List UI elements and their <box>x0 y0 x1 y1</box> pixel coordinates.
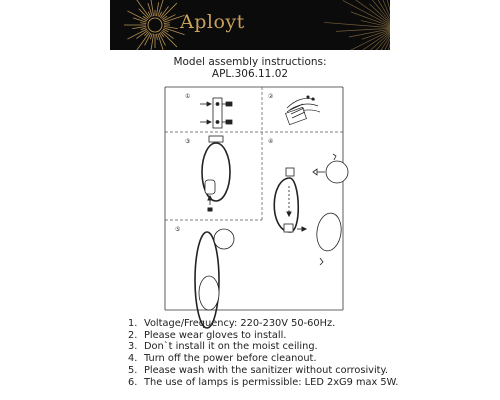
list-item: 4. Turn off the power before cleanout. <box>128 353 317 365</box>
list-item: 1. Voltage/Frequency: 220-230V 50-60Hz. <box>128 318 336 329</box>
list-item: 6. The use of lamps is permissible: LED 2xG9 max 5W. <box>128 376 399 388</box>
screw-bracket-diagram <box>200 98 232 128</box>
step-number: ④ <box>268 138 274 145</box>
assembled-lamp-diagram <box>195 229 234 328</box>
list-item: 3. Don`t install it on the moist ceiling. <box>128 341 318 353</box>
list-item: 5. Please wash with the sanitizer without corrosivity. <box>128 364 389 376</box>
brand-logo: Aployt <box>180 11 245 33</box>
step-number: ③ <box>185 138 191 145</box>
model-number: APL.306.11.02 <box>211 68 289 80</box>
step-number: ⑤ <box>175 226 181 233</box>
page-title: Model assembly instructions: <box>173 56 327 68</box>
step-number: ① <box>185 93 191 100</box>
wiring-terminal-diagram <box>285 96 320 125</box>
specifications-list <box>128 318 398 388</box>
step-number: ② <box>268 93 274 100</box>
shade-attachment-diagram <box>274 154 348 265</box>
ring-frame-mounting-diagram <box>202 136 230 211</box>
list-item: 2. Please wear gloves to install. <box>128 329 287 341</box>
